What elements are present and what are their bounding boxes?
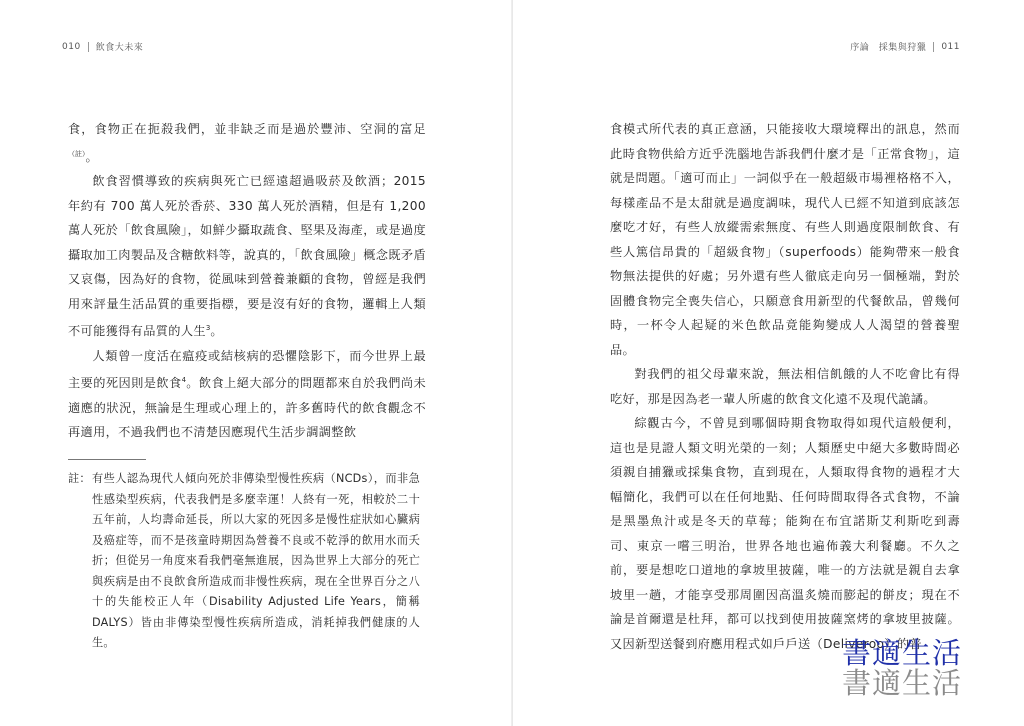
left-running-head bbox=[62, 40, 143, 53]
paragraph: 食，食物正在扼殺我們，並非缺乏而是過於豐沛、空洞的富足$^{(註)}$。 bbox=[68, 122, 426, 164]
paragraph: 對我們的祖父母輩來說，無法相信飢餓的人不吃會比有得吃好，那是因為老一輩人所處的飲食文化遠不及現代詭譎。 bbox=[610, 367, 960, 406]
section-title: 序論 採集與狩獵 bbox=[850, 43, 927, 53]
paragraph: 飲食習慣導致的疾病與死亡已經遠超過吸菸及飲酒；2015 年約有 700 萬人死於香菸、330 萬人死於酒精，但是有 1,200 萬人死於「飲食風險」，如鮮少攝取蔬食、堅果及海產，或是過度攝取加工肉製品及含糖飲料等，說真的，「飲食風險」概念既矛盾又哀傷，因為好的食物，從風味到營養兼顧的食物，曾經是我們用來評量生活品質的重要指標，要是沒有好的食物，邏輯上人類不可能獲得有品質的人生$^3$。 bbox=[68, 174, 426, 338]
paragraph: 綜觀古今，不曾見到哪個時期食物取得如現代這般便利，這也是見證人類文明光榮的一刻；人類歷史中絕大多數時間必須親自捕獵或採集食物，直到現在，人類取得食物的過程才大幅簡化，我們可以在任何地點、任何時間取得各式食物，不論是黑墨魚汁或是冬天的草莓；能夠在布宜諾斯艾利斯吃到壽司、東京一嚐三明治，世界各地也遍佈義大利餐廳。不久之前，要是想吃口道地的拿坡里披薩，唯一的方法就是親自去拿坡里一趟，才能享受那周圍因高溫炙燒而膨起的餅皮；現在不論是首爾還是杜拜，都可以找到使用披薩窯烤的拿坡里披薩。又因新型送餐到府應用程式如戶戶送（Deliveroo）的普 bbox=[610, 416, 960, 651]
footnote-divider bbox=[68, 459, 146, 460]
footnote-text: 有些人認為現代人傾向死於非傳染型慢性疾病（NCDs），而非急性感染型疾病，代表我們是多麼幸運！人終有一死，相較於二十五年前，人均壽命延長，所以大家的死因多是慢性症狀如心臟病及癌症等，而不是孩童時期因為營養不良或不乾淨的飲用水而夭折；但從另一角度來看我們毫無進展，因為世界上大部分的死亡與疾病是由不良飲食所造成而非慢性疾病，現在全世界百分之八十的失能校正人年（Disability Adjusted Life Years，簡稱 DALYS）皆由非傳染型慢性疾病所造成，消耗掉我們健康的人生。 bbox=[92, 472, 420, 649]
left-body-text bbox=[68, 117, 426, 445]
left-page-number: 010 bbox=[62, 41, 81, 52]
running-head-divider bbox=[88, 42, 89, 52]
note-reference: （註） bbox=[68, 149, 86, 158]
footnote-label: 註： bbox=[68, 472, 91, 485]
note-reference: 3 bbox=[205, 324, 211, 332]
paragraph: 人類曾一度活在瘟疫或結核病的恐懼陰影下，而今世界上最主要的死因則是飲食$^4$。飲食上絕大部分的問題都來自於我們尚未適應的狀況，無論是生理或心理上的，許多舊時代的飲食觀念不再適用，不過我們也不清楚因應現代生活步調調整飲 bbox=[68, 348, 426, 439]
right-running-head bbox=[850, 40, 960, 53]
paragraph: 食模式所代表的真正意涵，只能接收大環境釋出的訊息，然而此時食物供給方近乎洗腦地告訴我們什麼才是「正常食物」，這就是問題。「適可而止」一詞似乎在一般超級市場裡格格不入，每樣產品不是太甜就是過度調味，現代人已經不知道到底該怎麼吃才好，有些人放縱需索無度、有些人則過度限制飲食、有些人篤信昂貴的「超級食物」（superfoods）能夠帶來一般食物無法提供的好處；另外還有些人徹底走向另一個極端，對於固體食物完全喪失信心，只願意食用新型的代餐飲品，曾幾何時，一杯令人起疑的米色飲品竟能夠變成人人渴望的營養聖品。 bbox=[610, 122, 960, 357]
note-reference: 4 bbox=[181, 376, 187, 384]
footnote bbox=[68, 469, 420, 654]
running-head-divider bbox=[933, 42, 934, 52]
book-title: 飲食大未來 bbox=[95, 43, 144, 53]
watermark-logo-grey: 書適生活 bbox=[841, 666, 962, 700]
watermark-logo-blue: 書適生活 bbox=[841, 636, 962, 670]
right-body-text bbox=[610, 117, 960, 656]
right-page-number: 011 bbox=[941, 41, 960, 52]
right-page bbox=[512, 0, 1024, 726]
